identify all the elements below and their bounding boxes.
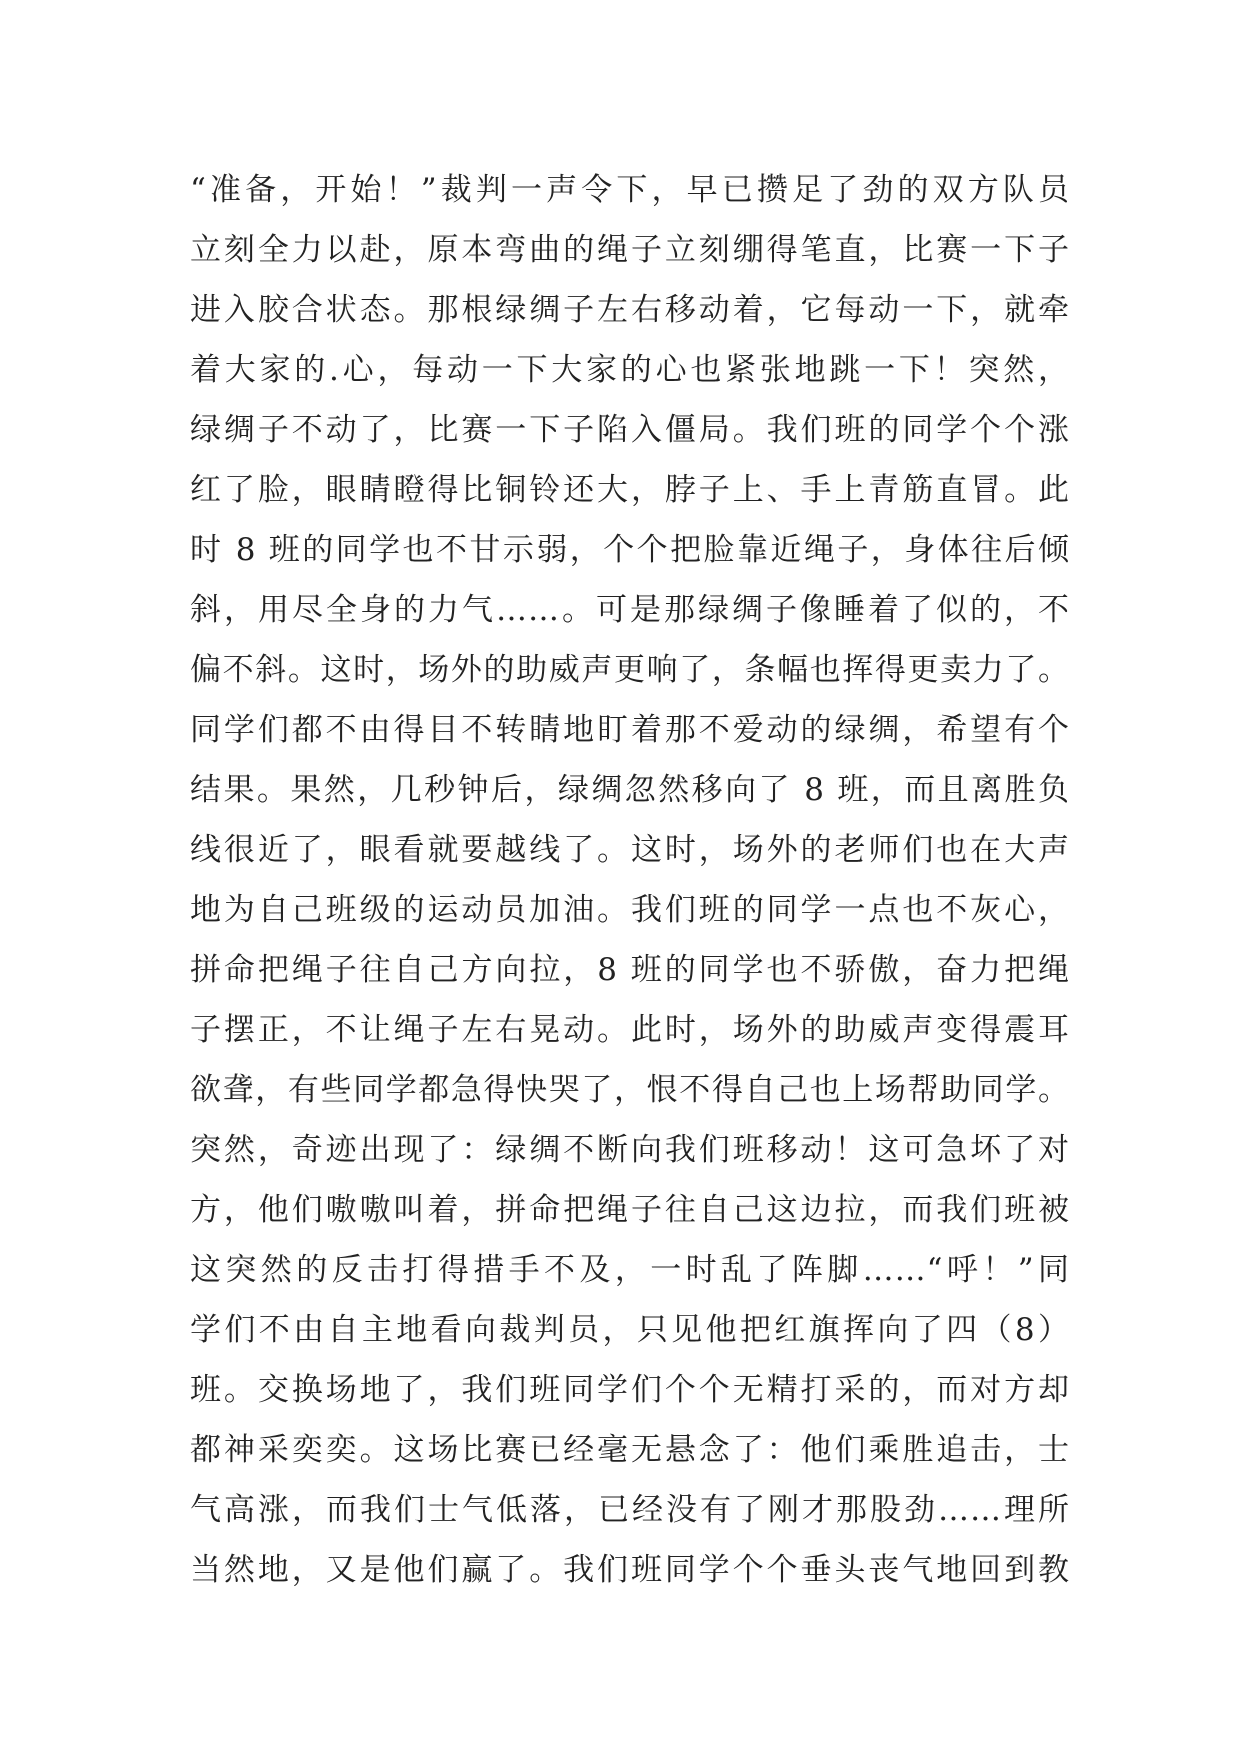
text-line: 欲聋，有些同学都急得快哭了，恨不得自己也上场帮助同学。: [190, 1072, 1070, 1108]
text-line: “准备，开始！”裁判一声令下，早已攒足了劲的双方队员: [190, 172, 1070, 208]
text-line: 立刻全力以赴，原本弯曲的绳子立刻绷得笔直，比赛一下子: [190, 232, 1070, 268]
text-line: 红了脸，眼睛瞪得比铜铃还大，脖子上、手上青筋直冒。此: [190, 472, 1070, 508]
text-line: 突然，奇迹出现了：绿绸不断向我们班移动！这可急坏了对: [190, 1132, 1070, 1168]
text-line: 学们不由自主地看向裁判员，只见他把红旗挥向了四（8）: [190, 1312, 1070, 1348]
text-line: 这突然的反击打得措手不及，一时乱了阵脚……“呼！”同: [190, 1252, 1070, 1288]
text-line: 同学们都不由得目不转睛地盯着那不爱动的绿绸，希望有个: [190, 712, 1070, 748]
text-line: 进入胶合状态。那根绿绸子左右移动着，它每动一下，就牵: [190, 292, 1070, 328]
text-line: 子摆正，不让绳子左右晃动。此时，场外的助威声变得震耳: [190, 1012, 1070, 1048]
text-line: 地为自己班级的运动员加油。我们班的同学一点也不灰心，: [190, 892, 1070, 928]
text-line: 方，他们嗷嗷叫着，拼命把绳子往自己这边拉，而我们班被: [190, 1192, 1070, 1228]
text-line: 时 8 班的同学也不甘示弱，个个把脸靠近绳子，身体往后倾: [190, 532, 1070, 568]
body-text: [190, 160, 1070, 1600]
text-line: 偏不斜。这时，场外的助威声更响了，条幅也挥得更卖力了。: [190, 652, 1070, 688]
text-line: 气高涨，而我们士气低落，已经没有了刚才那股劲……理所: [190, 1492, 1070, 1528]
text-line: 结果。果然，几秒钟后，绿绸忽然移向了 8 班，而且离胜负: [190, 772, 1070, 808]
text-line: 线很近了，眼看就要越线了。这时，场外的老师们也在大声: [190, 832, 1070, 868]
text-line: 都神采奕奕。这场比赛已经毫无悬念了：他们乘胜追击，士: [190, 1432, 1070, 1468]
text-line: 绿绸子不动了，比赛一下子陷入僵局。我们班的同学个个涨: [190, 412, 1070, 448]
text-line: 当然地，又是他们赢了。我们班同学个个垂头丧气地回到教: [190, 1552, 1070, 1588]
text-line: 斜，用尽全身的力气……。可是那绿绸子像睡着了似的，不: [190, 592, 1070, 628]
text-line: 班。交换场地了，我们班同学们个个无精打采的，而对方却: [190, 1372, 1070, 1408]
text-line: 着大家的.心，每动一下大家的心也紧张地跳一下！突然，: [190, 352, 1070, 388]
text-line: 拼命把绳子往自己方向拉，8 班的同学也不骄傲，奋力把绳: [190, 952, 1070, 988]
